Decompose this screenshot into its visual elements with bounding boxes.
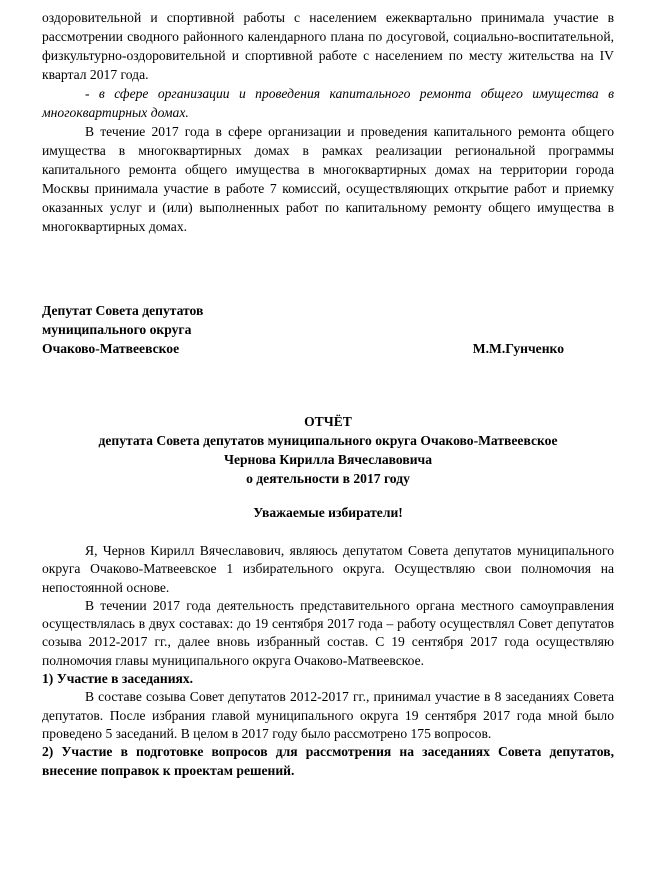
- report-title-line-2: депутата Совета депутатов муниципального округа Очаково-Матвеевское: [98, 433, 558, 448]
- heading-meetings: 1) Участие в заседаниях.: [42, 671, 194, 687]
- paragraph-capital-repair-heading: - в сфере организации и проведения капитального ремонта общего имущества в многоквартирных домах.: [42, 86, 614, 120]
- report-title-line-3: Чернова Кирилла Вячеславовича: [223, 452, 432, 467]
- greeting: Уважаемые избиратели!: [253, 505, 403, 520]
- top-section: [42, 8, 614, 236]
- signature-block: [42, 301, 614, 358]
- paragraph-capital-repair: В течение 2017 года в сфере организации и проведения капитального ремонта общего имущества в многоквартирных домах в рамках реализации региональной программы капитального ремонта общего имущества в многоквартирных домах на территории города Москвы принимала участие в работе 7 комиссий, осуществляющих открытие работ и приемку оказанных услуг и (или) выполненных работ по капитальному ремонту общего имущества в многоквартирных домах.: [42, 124, 614, 234]
- signature-row: [42, 339, 614, 358]
- paragraph-meetings: В составе созыва Совет депутатов 2012-2017 гг., принимал участие в 8 заседаниях Совета депутатов. После избрания главой муниципального округа 19 сентября 2017 года мной было проведено 5 заседаний. В целом в 2017 году было рассмотрено 175 вопросов.: [42, 689, 614, 741]
- signature-line-1: Депутат Совета депутатов: [42, 303, 204, 318]
- paragraph-intro: Я, Чернов Кирилл Вячеславович, являюсь депутатом Совета депутатов муниципального округа Очаково-Матвеевское 1 избирательного округа. Осуществляю свои полномочия на непостоянной основе.: [42, 543, 614, 595]
- report-title: [42, 412, 614, 488]
- signature-line-2: муниципального округа: [42, 322, 192, 337]
- report-body: [42, 542, 614, 780]
- report-title-line-1: ОТЧЁТ: [304, 414, 352, 429]
- paragraph-leisure-work: оздоровительной и спортивной работы с населением ежеквартально принимала участие в рассмотрении сводного районного календарного плана по досуговой, социально-воспитательной, физкультурно-оздоровительной и спортивной работе с населением по месту жительства на IV квартал 2017 года.: [42, 10, 614, 82]
- heading-preparation: 2) Участие в подготовке вопросов для рассмотрения на заседаниях Совета депутатов, внесение поправок к проектам решений.: [42, 744, 614, 778]
- signature-name: М.М.Гунченко: [472, 341, 564, 356]
- report-title-line-4: о деятельности в 2017 году: [246, 471, 410, 486]
- paragraph-composition: В течении 2017 года деятельность представительного органа местного самоуправления осуществлялась в двух составах: до 19 сентября 2017 года – работу осуществлял Совет депутатов созыва 2012-2017 гг., далее вновь избранный состав. С 19 сентября 2017 года осуществляю полномочия главы муниципального округа Очаково-Матвеевское.: [42, 597, 614, 668]
- signature-line-3: Очаково-Матвеевское: [42, 341, 180, 356]
